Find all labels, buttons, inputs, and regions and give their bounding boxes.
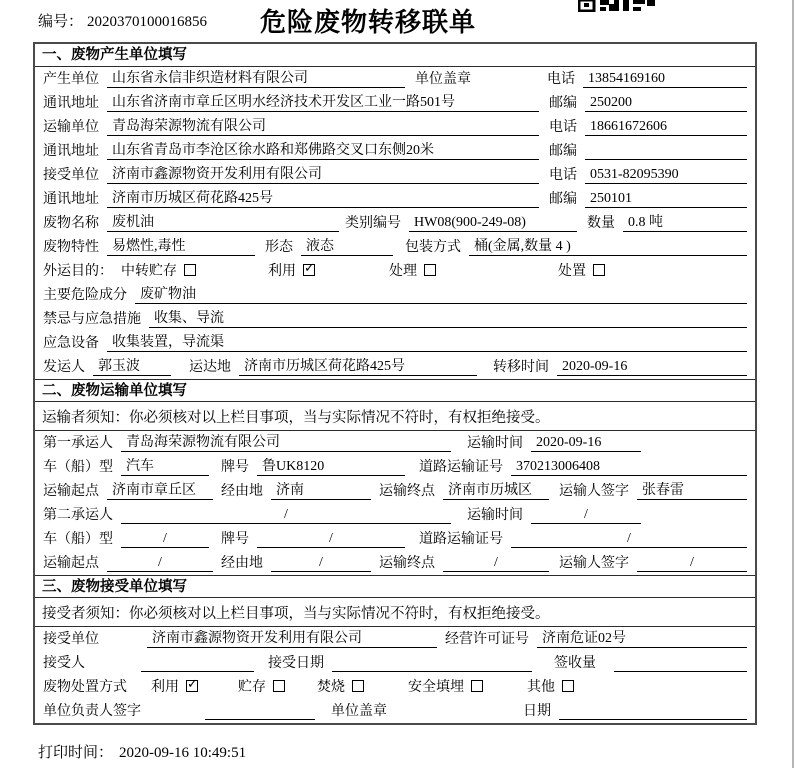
transporter-sign-label: 运输人签字 — [559, 556, 629, 571]
purpose-option-storage — [121, 260, 196, 280]
row-second-vehicle — [35, 527, 755, 551]
disposal-option-incinerate — [317, 676, 364, 696]
row-producer-address — [35, 91, 755, 115]
head-sign-label: 单位负责人签字 — [43, 704, 141, 719]
road-license-label: 道路运输证号 — [419, 460, 503, 475]
carrier2-label: 第二承运人 — [43, 508, 113, 523]
road-license-value: 370213006408 — [511, 458, 747, 476]
received-qty-label: 签收量 — [554, 656, 596, 671]
row-receiver — [35, 163, 755, 187]
shipper-value: 郭玉波 — [93, 358, 171, 376]
hazard-value: 废矿物油 — [135, 286, 747, 304]
endpoint-label: 运输终点 — [379, 556, 435, 571]
phone-label: 电话 — [549, 168, 577, 183]
traits-label: 废物特性 — [43, 240, 99, 255]
date-label: 日期 — [523, 704, 551, 719]
carrier1-label: 第一承运人 — [43, 436, 113, 451]
form-state-label: 形态 — [265, 240, 293, 255]
origin2-value: / — [107, 554, 213, 572]
endpoint-value: 济南市历城区 — [443, 482, 549, 500]
transporter-sign2-value: / — [637, 554, 747, 572]
receiver-value: 济南市鑫源物资开发利用有限公司 — [107, 166, 539, 184]
purpose-option-treat — [389, 260, 436, 280]
checkbox-icon — [593, 264, 605, 276]
page-title: 危险废物转移联单 — [259, 8, 476, 37]
zip-label: 邮编 — [549, 144, 577, 159]
address-label: 通讯地址 — [43, 144, 99, 159]
road-license-label: 道路运输证号 — [419, 532, 503, 547]
acceptor-label: 接受人 — [43, 656, 85, 671]
receive-unit-label: 接受单位 — [43, 632, 99, 647]
plate-value: 鲁UK8120 — [257, 458, 405, 476]
origin-value: 济南市章丘区 — [107, 482, 213, 500]
section1-header: 一、废物产生单位填写 — [35, 44, 755, 67]
disposal-option-use — [151, 676, 198, 696]
receiver-label: 接受单位 — [43, 168, 99, 183]
checkbox-checked-icon — [303, 264, 315, 276]
zip-label: 邮编 — [549, 192, 577, 207]
row-second-carrier — [35, 503, 755, 527]
checkbox-checked-icon — [186, 680, 198, 692]
print-time-value: 2020-09-16 10:49:51 — [119, 745, 247, 761]
option-label: 安全填埋 — [408, 679, 464, 695]
row-hazard-components — [35, 283, 755, 307]
transporter-sign-label: 运输人签字 — [559, 484, 629, 499]
row-disposal-method — [35, 675, 755, 699]
date-value — [559, 719, 747, 720]
disposal-label: 废物处置方式 — [43, 679, 127, 695]
purpose-option-dispose — [558, 260, 605, 280]
purpose-label: 外运目的： — [43, 263, 113, 279]
traits-value: 易燃性,毒性 — [107, 238, 255, 256]
transporter-zip-value — [585, 159, 747, 160]
transport-time-label: 运输时间 — [467, 436, 523, 451]
permit-label: 经营许可证号 — [445, 632, 529, 647]
row-emergency-equipment — [35, 331, 755, 355]
disposal-option-landfill — [408, 676, 483, 696]
phone-label: 电话 — [549, 120, 577, 135]
option-label: 中转贮存 — [121, 263, 177, 279]
disposal-option-storage — [238, 676, 285, 696]
option-label: 处理 — [389, 263, 417, 279]
packing-label: 包装方式 — [405, 240, 461, 255]
road-license2-value: / — [511, 530, 747, 548]
transporter-notice: 运输者须知：你必须核对以上栏目事项，当与实际情况不符时，有权拒绝接受。 — [35, 402, 755, 431]
via-label: 经由地 — [221, 556, 263, 571]
option-label: 其他 — [527, 679, 555, 695]
transport-time-value: 2020-09-16 — [531, 434, 641, 452]
row-transporter — [35, 115, 755, 139]
transport-time-label: 运输时间 — [467, 508, 523, 523]
print-time-label: 打印时间： — [38, 745, 114, 761]
transporter-value: 青岛海荣源物流有限公司 — [107, 118, 539, 136]
quantity-label: 数量 — [587, 216, 615, 231]
qr-code-fragment — [578, 0, 656, 12]
disposal-option-other — [527, 676, 574, 696]
checkbox-icon — [471, 680, 483, 692]
transfer-time-value: 2020-09-16 — [557, 358, 747, 376]
measures-label: 禁忌与应急措施 — [43, 312, 141, 327]
row-transporter-address — [35, 139, 755, 163]
permit-value: 济南危证02号 — [537, 630, 747, 648]
checkbox-icon — [424, 264, 436, 276]
receiver-zip-value: 250101 — [585, 190, 747, 208]
received-qty-value — [614, 671, 747, 672]
option-label: 处置 — [558, 263, 586, 279]
plate-label: 牌号 — [221, 532, 249, 547]
quantity-value: 0.8 吨 — [623, 214, 747, 232]
producer-zip-value: 250200 — [585, 94, 747, 112]
producer-phone-value: 13854169160 — [583, 70, 747, 88]
producer-address-value: 山东省济南市章丘区明水经济技术开发区工业一路501号 — [107, 94, 539, 112]
row-waste-name — [35, 211, 755, 235]
via2-value: / — [271, 554, 371, 572]
carrier2-value: / — [121, 506, 451, 524]
waste-name-label: 废物名称 — [43, 216, 99, 231]
print-time — [38, 741, 246, 762]
row-waste-traits — [35, 235, 755, 259]
producer-value: 山东省永信非织造材料有限公司 — [107, 70, 405, 88]
address-label: 通讯地址 — [43, 96, 99, 111]
phone-label: 电话 — [547, 72, 575, 87]
receiver-phone-value: 0531-82095390 — [585, 166, 747, 184]
vehicle-type-value: 汽车 — [121, 458, 209, 476]
transporter-address-value: 山东省青岛市李沧区徐水路和郑佛路交叉口东侧20米 — [107, 142, 539, 160]
measures-value: 收集、导流 — [149, 310, 747, 328]
via-label: 经由地 — [221, 484, 263, 499]
transfer-form-table — [33, 42, 757, 725]
row-receive-unit — [35, 627, 755, 651]
serial-value: 2020370100016856 — [87, 14, 208, 30]
equipment-value: 收集装置，导流渠 — [107, 334, 747, 352]
hazard-label: 主要危险成分 — [43, 288, 127, 303]
origin-label: 运输起点 — [43, 556, 99, 571]
transporter-label: 运输单位 — [43, 120, 99, 135]
row-first-route — [35, 479, 755, 503]
equipment-label: 应急设备 — [43, 336, 99, 351]
row-first-carrier — [35, 431, 755, 455]
serial-label: 编号： — [38, 14, 84, 30]
row-second-route — [35, 551, 755, 575]
waste-name-value: 废机油 — [107, 214, 339, 232]
row-emergency-measures — [35, 307, 755, 331]
plate-label: 牌号 — [221, 460, 249, 475]
section3-header: 三、废物接受单位填写 — [35, 575, 755, 598]
row-acceptor — [35, 651, 755, 675]
row-first-vehicle — [35, 455, 755, 479]
unit-seal-label: 单位盖章 — [415, 72, 471, 87]
acceptor-value — [141, 671, 254, 672]
transporter-phone-value: 18661672606 — [585, 118, 747, 136]
shipper-label: 发运人 — [43, 360, 85, 375]
vehicle-type-label: 车（船）型 — [43, 532, 113, 547]
packing-value: 桶(金属,数量 4 ) — [469, 238, 747, 256]
option-label: 利用 — [151, 679, 179, 695]
transport-time2-value: / — [531, 506, 641, 524]
purpose-option-use — [268, 260, 315, 280]
transporter-sign-value: 张春雷 — [637, 482, 747, 500]
plate2-value: / — [257, 530, 405, 548]
vehicle-type-label: 车（船）型 — [43, 460, 113, 475]
page-right-edge — [792, 0, 794, 768]
accept-date-value — [332, 671, 532, 672]
receive-unit-value: 济南市鑫源物资开发利用有限公司 — [147, 630, 437, 648]
checkbox-icon — [352, 680, 364, 692]
zip-label: 邮编 — [549, 96, 577, 111]
address-label: 通讯地址 — [43, 192, 99, 207]
checkbox-icon — [562, 680, 574, 692]
receiver-notice: 接受者须知：你必须核对以上栏目事项，当与实际情况不符时，有权拒绝接受。 — [35, 598, 755, 627]
carrier1-value: 青岛海荣源物流有限公司 — [121, 434, 451, 452]
category-label: 类别编号 — [345, 216, 401, 231]
accept-date-label: 接受日期 — [268, 656, 324, 671]
section2-header: 二、废物运输单位填写 — [35, 379, 755, 402]
row-head-signature — [35, 699, 755, 723]
endpoint-label: 运输终点 — [379, 484, 435, 499]
vehicle-type2-value: / — [121, 530, 209, 548]
option-label: 焚烧 — [317, 679, 345, 695]
option-label: 贮存 — [238, 679, 266, 695]
origin-label: 运输起点 — [43, 484, 99, 499]
unit-seal-label: 单位盖章 — [331, 704, 387, 719]
transfer-time-label: 转移时间 — [493, 360, 549, 375]
row-shipper — [35, 355, 755, 379]
receiver-address-value: 济南市历城区荷花路425号 — [107, 190, 539, 208]
via-value: 济南 — [271, 482, 371, 500]
category-value: HW08(900-249-08) — [409, 214, 577, 232]
row-receiver-address — [35, 187, 755, 211]
producer-label: 产生单位 — [43, 72, 99, 87]
option-label: 利用 — [268, 263, 296, 279]
row-producer — [35, 67, 755, 91]
checkbox-icon — [184, 264, 196, 276]
checkbox-icon — [273, 680, 285, 692]
row-transfer-purpose — [35, 259, 755, 283]
endpoint2-value: / — [443, 554, 549, 572]
destination-label: 运达地 — [189, 360, 231, 375]
form-state-value: 液态 — [301, 238, 393, 256]
destination-value: 济南市历城区荷花路425号 — [239, 358, 477, 376]
head-sign-value — [205, 719, 315, 720]
